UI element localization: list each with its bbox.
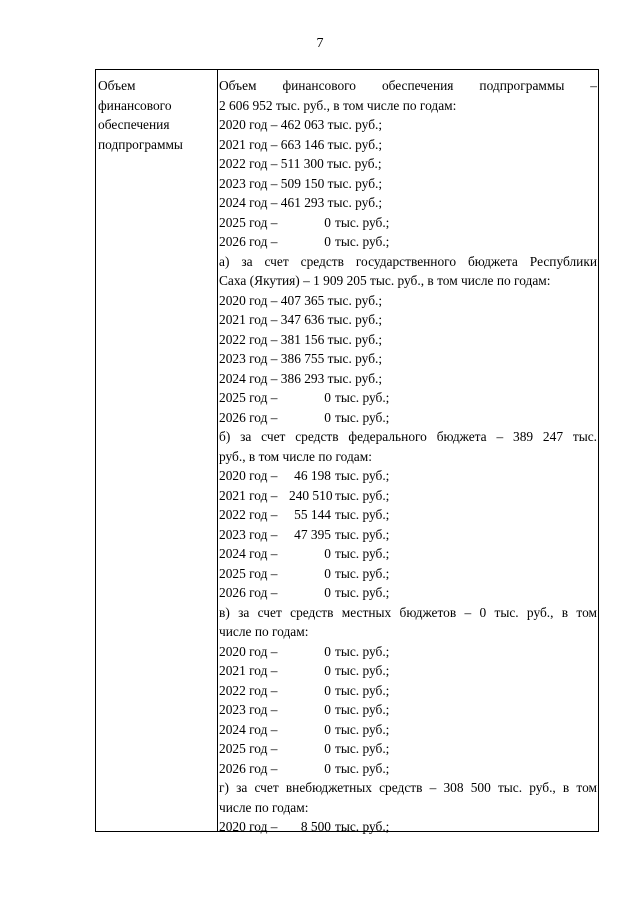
year-label: 2024 год – (219, 721, 278, 737)
content-line: Объем финансового обеспечения подпрограммы – (219, 78, 597, 93)
year-amount-line (219, 564, 597, 584)
content-line: 2023 год – 509 150 тыс. руб.; (219, 175, 383, 191)
year-amount-line (219, 213, 597, 233)
year-amount-line (219, 720, 597, 740)
amount-value: 0 (324, 721, 331, 737)
amount-value: 0 (324, 214, 331, 230)
amount-value: 0 (324, 234, 331, 249)
row-label-line: финансового (98, 97, 172, 113)
amount-unit: тыс. руб.; (335, 487, 390, 503)
content-line: 2024 год – 461 293 тыс. руб.; (219, 195, 383, 210)
year-amount-line (219, 642, 597, 662)
year-label: 2022 год – (219, 682, 278, 698)
amount-unit: тыс. руб.; (335, 234, 390, 249)
column-divider (217, 70, 218, 831)
year-label: 2023 год – (219, 526, 278, 542)
content-line: 2020 год – 407 365 тыс. руб.; (219, 292, 383, 308)
amount-value: 46 198 (294, 468, 331, 483)
amount-unit: тыс. руб.; (335, 390, 390, 405)
year-label: 2025 год – (219, 565, 278, 581)
content-line: а) за счет средств государственного бюджета Республики (219, 253, 597, 269)
amount-unit: тыс. руб.; (335, 585, 390, 600)
year-label: 2025 год – (219, 390, 278, 405)
amount-unit: тыс. руб.; (335, 643, 390, 659)
year-amount-line (219, 681, 597, 701)
amount-unit: тыс. руб.; (335, 214, 390, 230)
year-amount-line (219, 388, 597, 408)
content-line: 2022 год – 511 300 тыс. руб.; (219, 156, 382, 171)
year-amount-line (219, 525, 597, 545)
row-label-line: Объем (98, 78, 136, 93)
amount-value: 0 (324, 663, 331, 678)
content-line: 2 606 952 тыс. руб., в том числе по годам: (219, 97, 457, 113)
year-amount-line (219, 408, 597, 428)
year-amount-line (219, 466, 597, 486)
year-amount-line (219, 739, 597, 759)
year-label: 2026 год – (219, 409, 278, 425)
content-line: г) за счет внебюджетных средств – 308 500 тыс. руб., в том (219, 780, 597, 795)
year-label: 2026 год – (219, 234, 278, 249)
content-line: Саха (Якутия) – 1 909 205 тыс. руб., в том числе по годам: (219, 273, 551, 288)
row-content-cell (219, 76, 597, 837)
amount-unit: тыс. руб.; (335, 702, 390, 717)
year-label: 2026 год – (219, 585, 278, 600)
year-label: 2024 год – (219, 546, 278, 561)
amount-value: 0 (324, 682, 331, 698)
content-line: 2024 год – 386 293 тыс. руб.; (219, 370, 383, 386)
year-label: 2020 год – (219, 468, 278, 483)
amount-value: 0 (324, 760, 331, 776)
amount-unit: тыс. руб.; (335, 663, 390, 678)
amount-value: 0 (324, 585, 331, 600)
amount-value: 0 (324, 741, 331, 756)
amount-unit: тыс. руб.; (335, 741, 390, 756)
year-label: 2025 год – (219, 214, 278, 230)
amount-value: 0 (324, 565, 331, 581)
year-amount-line (219, 661, 597, 681)
amount-value: 0 (324, 390, 331, 405)
page-number: 7 (316, 36, 324, 51)
year-label: 2023 год – (219, 702, 278, 717)
content-line: 2020 год – 462 063 тыс. руб.; (219, 117, 383, 132)
year-amount-line (219, 817, 597, 837)
amount-unit: тыс. руб.; (335, 409, 390, 425)
year-label: 2020 год – (219, 819, 278, 834)
amount-unit: тыс. руб.; (335, 526, 390, 542)
amount-unit: тыс. руб.; (335, 468, 390, 483)
year-label: 2020 год – (219, 643, 278, 659)
content-line: б) за счет средств федерального бюджета – 389 247 тыс. (219, 429, 597, 444)
content-line: 2021 год – 663 146 тыс. руб.; (219, 136, 383, 152)
row-label-cell (98, 76, 214, 154)
content-line: числе по годам: (219, 799, 309, 815)
content-line: 2021 год – 347 636 тыс. руб.; (219, 312, 383, 327)
year-amount-line (219, 700, 597, 720)
funding-table (95, 69, 599, 832)
year-amount-line (219, 759, 597, 779)
amount-value: 0 (324, 702, 331, 717)
year-amount-line (219, 583, 597, 603)
amount-value: 0 (324, 409, 331, 425)
row-label-line: обеспечения (98, 117, 170, 132)
year-amount-line (219, 544, 597, 564)
year-label: 2025 год – (219, 741, 278, 756)
amount-value: 240 510 (289, 487, 333, 503)
amount-unit: тыс. руб.; (335, 507, 390, 522)
content-line: 2022 год – 381 156 тыс. руб.; (219, 331, 383, 347)
content-line: руб., в том числе по годам: (219, 448, 372, 464)
amount-value: 0 (324, 643, 331, 659)
amount-unit: тыс. руб.; (335, 565, 390, 581)
amount-value: 8 500 (300, 819, 331, 834)
content-line: числе по годам: (219, 624, 309, 639)
amount-unit: тыс. руб.; (335, 760, 390, 776)
amount-value: 47 395 (294, 526, 331, 542)
amount-unit: тыс. руб.; (335, 721, 390, 737)
amount-unit: тыс. руб.; (335, 546, 390, 561)
year-amount-line (219, 232, 597, 252)
year-label: 2026 год – (219, 760, 278, 776)
amount-value: 0 (324, 546, 331, 561)
year-amount-line (219, 505, 597, 525)
amount-unit: тыс. руб.; (335, 819, 390, 834)
row-label-line: подпрограммы (98, 136, 183, 152)
year-label: 2021 год – (219, 663, 278, 678)
amount-unit: тыс. руб.; (335, 682, 390, 698)
content-line: 2023 год – 386 755 тыс. руб.; (219, 351, 383, 366)
year-label: 2021 год – (219, 487, 278, 503)
content-line: в) за счет средств местных бюджетов – 0 тыс. руб., в том (219, 604, 597, 620)
year-label: 2022 год – (219, 507, 278, 522)
year-amount-line (219, 486, 597, 506)
amount-value: 55 144 (294, 507, 331, 522)
